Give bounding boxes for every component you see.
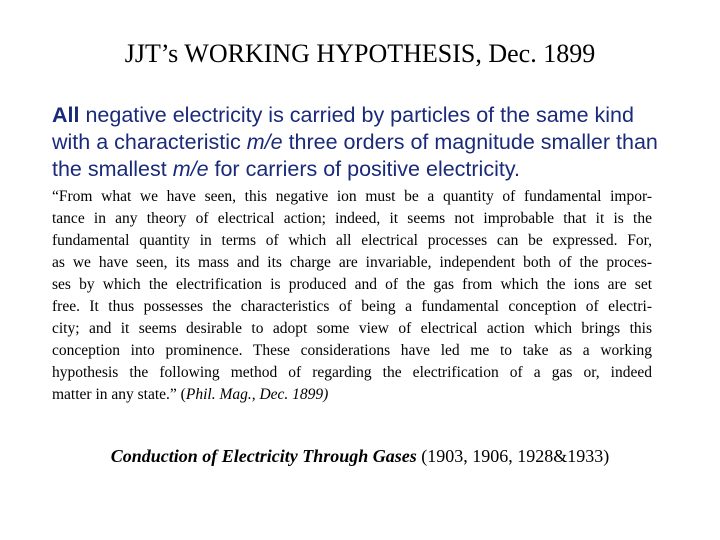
book-title: Conduction of Electricity Through Gases [110, 446, 417, 466]
statement-line-3-text-b: for carriers of positive electricity. [208, 157, 520, 181]
quote-line: hypothesis the following method of regarding the electrification of a gas or, indeed [52, 364, 652, 381]
statement-me-term: m/e [172, 157, 209, 181]
quote-line: fundamental quantity in terms of which all electrical processes can be expressed. For, [52, 232, 652, 249]
quote-line: free. It thus possesses the characteristics of being a fundamental conception of electri- [52, 298, 652, 315]
hypothesis-statement [52, 102, 692, 183]
book-editions: (1903, 1906, 1928&1933) [416, 446, 610, 466]
thomson-quote [52, 186, 652, 406]
quote-line: “From what we have seen, this negative ion must be a quantity of fundamental impor- [52, 188, 652, 205]
page-title: JJT’s WORKING HYPOTHESIS, Dec. 1899 [124, 39, 596, 68]
statement-line-2 [52, 129, 692, 156]
quote-last-line [52, 384, 652, 406]
quote-line: as we have seen, its mass and its charge are invariable, independent both of the proces- [52, 254, 652, 271]
statement-line-1-text: negative electricity is carried by particles of the same kind [79, 103, 634, 127]
statement-lead-word: All [52, 103, 80, 127]
book-citation [0, 444, 720, 468]
quote-source: Phil. Mag., Dec. 1899) [185, 386, 329, 403]
statement-line-1 [52, 102, 692, 129]
statement-line-3-text-a: the smallest [52, 157, 173, 181]
statement-line-2-text-a: with a characteristic [52, 130, 247, 154]
statement-me-term: m/e [246, 130, 283, 154]
quote-line: conception into prominence. These considerations have led me to take as a working [52, 342, 652, 359]
quote-line: ses by which the electrification is produced and of the gas from which the ions are set [52, 276, 652, 293]
quote-line: city; and it seems desirable to adopt some view of electrical action which brings this [52, 320, 652, 337]
quote-line: tance in any theory of electrical action; indeed, it seems not improbable that it is the [52, 210, 652, 227]
statement-line-3 [52, 156, 692, 183]
quote-last-line-text: matter in any state.” ( [52, 386, 186, 403]
statement-line-2-text-b: three orders of magnitude smaller than [282, 130, 658, 154]
